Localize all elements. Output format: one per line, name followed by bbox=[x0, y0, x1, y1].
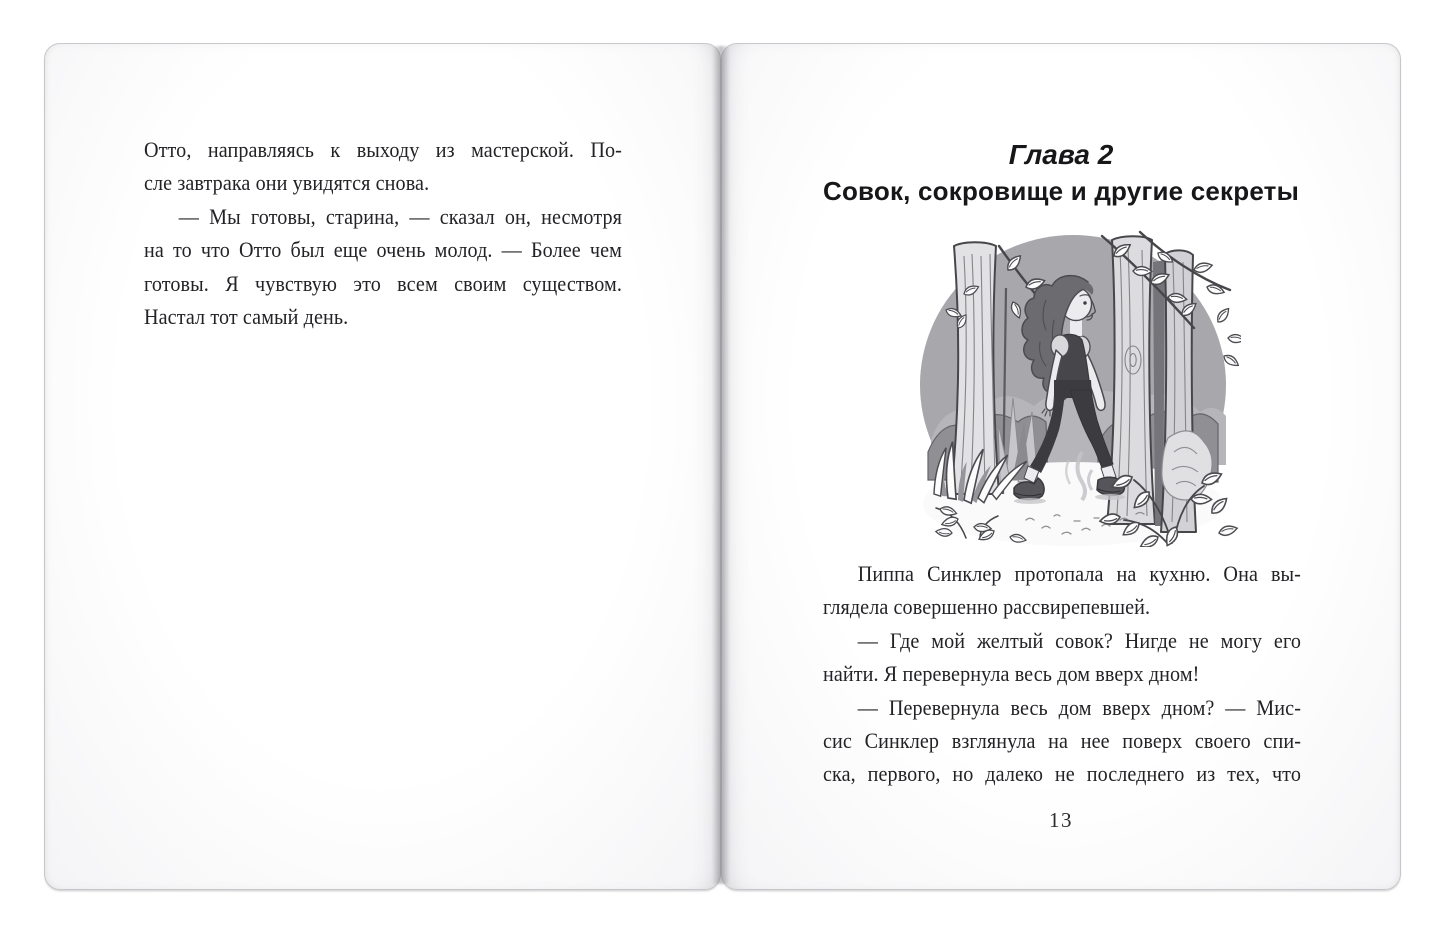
body-text-line: ска, первого, но далеко не последнего из тех, что bbox=[823, 761, 1301, 787]
body-text-line: Отто, направляясь к выходу из мастерской. По- bbox=[144, 137, 622, 162]
chapter-number: Глава 2 bbox=[1008, 139, 1114, 170]
body-text-line: сле завтрака они увидятся снова. bbox=[144, 170, 430, 196]
right-page bbox=[721, 43, 1401, 890]
body-text-line: — Перевернула весь дом вверх дном? — Мис- bbox=[857, 694, 1301, 720]
chapter-illustration-girl-walking-in-forest bbox=[906, 230, 1241, 547]
body-text-line: готовы. Я чувствую это всем своим существом. bbox=[144, 270, 622, 296]
body-text-line: глядела совершенно рассвирепевшей. bbox=[823, 594, 1151, 620]
right-page-text bbox=[823, 557, 1301, 791]
body-text-line: Настал тот самый день. bbox=[144, 304, 349, 330]
body-text-line: на то что Отто был еще очень молод. — Более чем bbox=[144, 237, 622, 263]
body-text-line: — Мы готовы, старина, — сказал он, несмотря bbox=[178, 203, 622, 229]
body-text-line: Пиппа Синклер протопала на кухню. Она вы- bbox=[857, 561, 1301, 586]
body-text-line: — Где мой желтый совок? Нигде не могу его bbox=[857, 627, 1301, 653]
page-number: 13 bbox=[1049, 808, 1073, 832]
left-page-text bbox=[144, 133, 622, 333]
body-text-line: сис Синклер взглянула на нее поверх своего спи- bbox=[823, 728, 1301, 754]
left-page bbox=[44, 43, 721, 890]
chapter-title: Совок, сокровище и другие секреты bbox=[822, 176, 1300, 206]
body-text-line: найти. Я перевернула весь дом вверх дном! bbox=[823, 661, 1200, 687]
